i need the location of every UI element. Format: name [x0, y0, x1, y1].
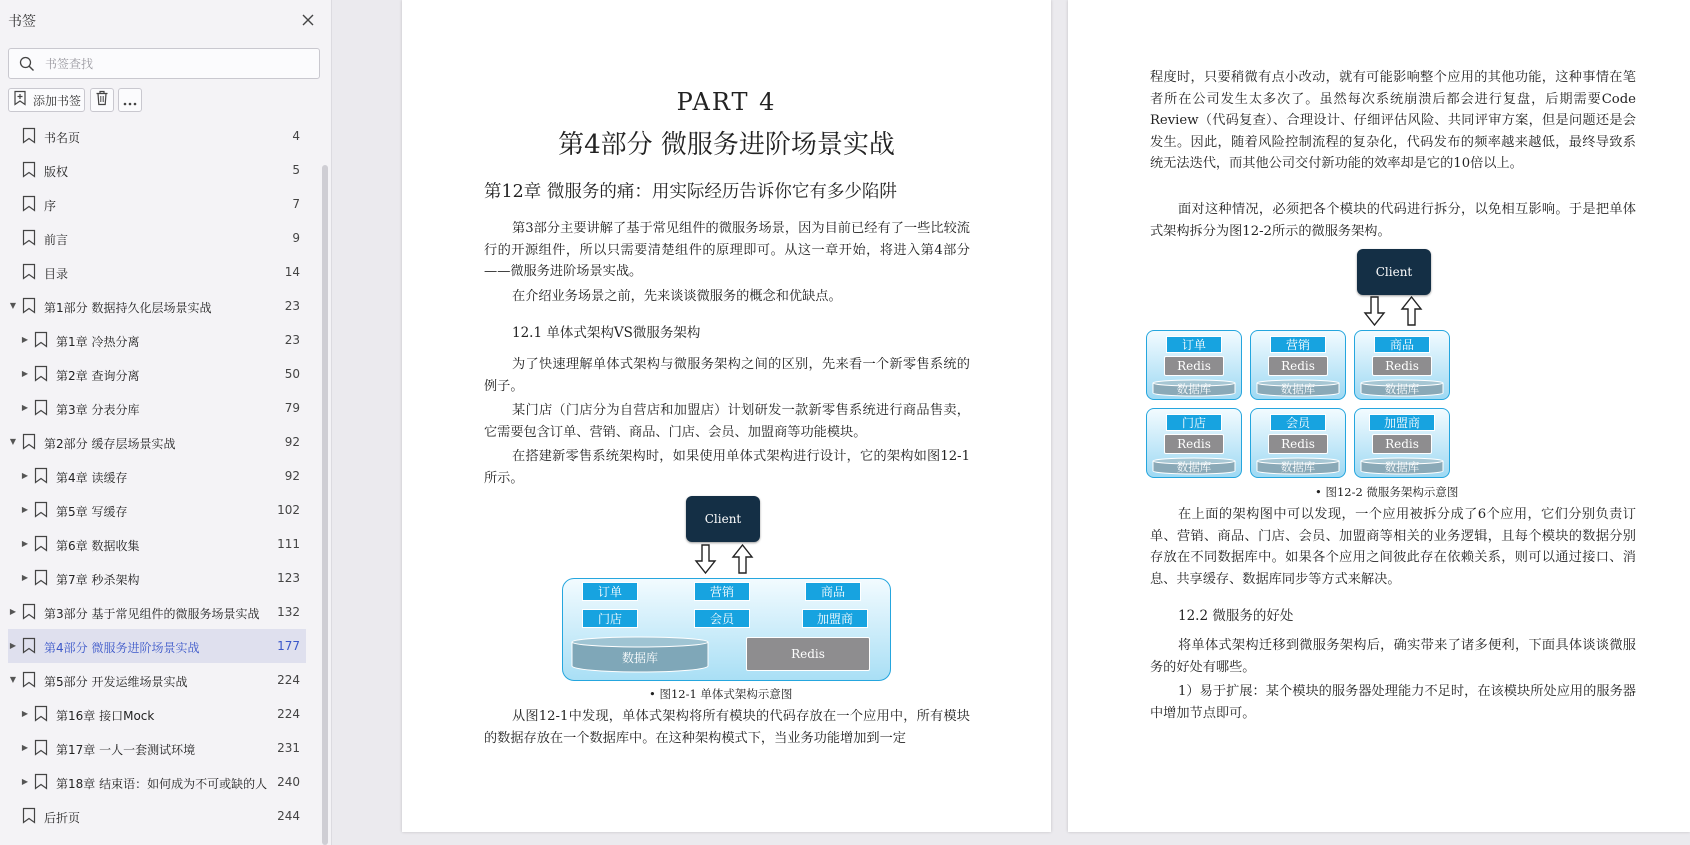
bookmark-label: 第7章 秒杀架构 — [56, 573, 140, 587]
bookmark-label: 第3章 分表分库 — [56, 403, 140, 417]
service-name-tag: 订单 — [1166, 336, 1222, 353]
bookmark-item[interactable] — [0, 799, 322, 833]
paragraph: 在上面的架构图中可以发现，一个应用被拆分成了6个应用，它们分别负责订单、营销、商品、门店、会员、加盟商等相关的业务逻辑，且每个模块的数据分别存放在不同数据库中。如果各个应用之间彼此存在依赖关系，则可以通过接口、消息、共享缓存、数据库同步等方式来解决。 — [1150, 507, 1636, 587]
bookmark-icon — [22, 637, 36, 654]
bookmark-page-number: 132 — [277, 605, 300, 619]
paragraph: 将单体式架构迁移到微服务架构后，确实带来了诸多便利，下面具体谈谈微服务的好处有哪些。 — [1150, 638, 1636, 675]
trash-icon — [95, 90, 109, 110]
search-icon — [19, 56, 35, 72]
bookmark-item[interactable] — [0, 255, 322, 289]
expand-arrow-right-icon[interactable]: ▶ — [21, 743, 29, 752]
paragraph: 为了快速理解单体式架构与微服务架构之间的区别，先来看一个新零售系统的例子。 — [484, 357, 970, 394]
bookmark-icon — [22, 807, 36, 824]
sidebar-scrollbar[interactable] — [322, 165, 328, 845]
bookmark-item[interactable] — [0, 323, 322, 357]
add-bookmark-button[interactable] — [8, 88, 85, 112]
document-page-right — [1068, 0, 1690, 832]
bookmark-page-number: 231 — [277, 741, 300, 755]
bookmark-item[interactable] — [0, 391, 322, 425]
section-heading: 12.2 微服务的好处 — [1178, 608, 1294, 624]
expand-arrow-right-icon[interactable]: ▶ — [21, 471, 29, 480]
bookmark-label: 目录 — [44, 267, 69, 281]
expand-arrow-right-icon[interactable]: ▶ — [9, 607, 17, 616]
bookmark-page-number: 9 — [292, 231, 300, 245]
more-icon — [123, 91, 137, 110]
bookmark-icon — [22, 263, 36, 280]
bookmark-item[interactable] — [0, 765, 322, 799]
bookmark-page-number: 7 — [292, 197, 300, 211]
bookmark-label: 第6章 数据收集 — [56, 539, 140, 553]
bookmark-item[interactable] — [0, 119, 322, 153]
redis-box: Redis — [746, 637, 870, 671]
bookmark-icon — [34, 705, 48, 722]
bookmark-label: 第18章 结束语：如何成为不可或缺的人 — [56, 777, 268, 791]
bookmark-item[interactable] — [0, 153, 322, 187]
bookmark-item[interactable] — [0, 459, 322, 493]
redis-box: Redis — [1268, 356, 1328, 376]
bookmark-panel — [0, 0, 332, 845]
request-arrows-icon — [1359, 295, 1429, 327]
panel-title: 书签 — [8, 14, 36, 30]
bookmark-page-number: 111 — [277, 537, 300, 551]
bookmark-icon — [34, 365, 48, 382]
database-label: 数据库 — [1384, 382, 1420, 396]
bookmark-item[interactable] — [0, 663, 322, 697]
module-tag: 加盟商 — [802, 609, 868, 628]
bookmark-page-number: 92 — [284, 435, 300, 449]
module-tag: 商品 — [805, 582, 861, 601]
bookmark-item[interactable] — [0, 731, 322, 765]
bookmark-page-number: 14 — [284, 265, 300, 279]
module-tag: 营销 — [694, 582, 750, 601]
client-box: Client — [686, 496, 760, 542]
service-name-tag: 会员 — [1270, 414, 1326, 431]
bookmark-page-number: 50 — [284, 367, 300, 381]
bookmark-item[interactable] — [0, 697, 322, 731]
redis-box: Redis — [1164, 356, 1224, 376]
bookmark-item[interactable] — [0, 187, 322, 221]
expand-arrow-right-icon[interactable]: ▶ — [21, 505, 29, 514]
database-label: 数据库 — [1384, 460, 1420, 474]
paragraph: 从图12-1中发现，单体式架构将所有模块的代码存放在一个应用中，所有模块的数据存放在一个数据库中。在这种架构模式下，当业务功能增加到一定 — [484, 709, 970, 746]
bookmark-icon — [22, 433, 36, 450]
section-heading: 12.1 单体式架构VS微服务架构 — [512, 325, 701, 341]
expand-arrow-right-icon[interactable]: ▶ — [21, 403, 29, 412]
bookmark-icon — [34, 739, 48, 756]
bookmark-page-number: 23 — [284, 333, 300, 347]
database-label: 数据库 — [1176, 382, 1212, 396]
more-options-button[interactable] — [118, 88, 142, 112]
bookmark-page-number: 92 — [284, 469, 300, 483]
part-title: PART 4 — [676, 88, 777, 116]
bookmark-page-number: 240 — [277, 775, 300, 789]
bookmark-item[interactable] — [0, 527, 322, 561]
bookmark-item[interactable] — [0, 493, 322, 527]
bookmark-icon — [34, 501, 48, 518]
bookmark-icon — [22, 127, 36, 144]
bookmark-page-number: 224 — [277, 673, 300, 687]
chapter-title: 第12章 微服务的痛：用实际经历告诉你它有多少陷阱 — [484, 182, 897, 202]
bookmark-icon — [22, 229, 36, 246]
add-bookmark-icon — [13, 90, 27, 110]
paragraph: 某门店（门店分为自营店和加盟店）计划研发一款新零售系统进行商品售卖，它需要包含订单、营销、商品、门店、会员、加盟商等功能模块。 — [484, 403, 970, 440]
redis-box: Redis — [1164, 434, 1224, 454]
request-arrows-icon — [688, 542, 758, 576]
part-subtitle: 第4部分 微服务进阶场景实战 — [558, 130, 895, 160]
paragraph: 程度时，只要稍微有点小改动，就有可能影响整个应用的其他功能，这种事情在笔者所在公司发生太多次了。虽然每次系统崩溃后都会进行复盘，后期需要Code Review（代码复查）、合理设计、仔细评估风险、共同评审方案，但是问题还是会发生。因此，随着风险控制流程的复杂化，代码发布的频率越来越低，最终导致系统无法迭代，而其他公司交付新功能的效率却是它的10倍以上。 — [1150, 70, 1636, 171]
database-label: 数据库 — [1280, 460, 1316, 474]
redis-box: Redis — [1372, 356, 1432, 376]
bookmark-item[interactable] — [0, 221, 322, 255]
expand-arrow-right-icon[interactable]: ▶ — [21, 777, 29, 786]
bookmark-label: 第5章 写缓存 — [56, 505, 128, 519]
paragraph: 在搭建新零售系统架构时，如果使用单体式架构进行设计，它的架构如图12-1所示。 — [484, 449, 970, 486]
bookmark-page-number: 4 — [292, 129, 300, 143]
bookmark-icon — [34, 569, 48, 586]
bookmark-list — [0, 119, 322, 833]
close-icon[interactable] — [298, 10, 318, 30]
bookmark-label: 第4部分 微服务进阶场景实战 — [44, 641, 200, 655]
bookmark-label: 版权 — [44, 165, 69, 179]
module-tag: 门店 — [582, 609, 638, 628]
document-page-left — [402, 0, 1051, 832]
bookmark-icon — [22, 297, 36, 314]
module-tag: 订单 — [582, 582, 638, 601]
bookmark-label: 第1部分 数据持久化层场景实战 — [44, 301, 212, 315]
expand-arrow-down-icon[interactable]: ▼ — [9, 437, 17, 446]
bookmark-icon — [34, 467, 48, 484]
bookmark-page-number: 79 — [284, 401, 300, 415]
bookmark-item[interactable] — [0, 561, 322, 595]
bookmark-icon — [34, 773, 48, 790]
service-name-tag: 商品 — [1374, 336, 1430, 353]
database-label: 数据库 — [1176, 460, 1212, 474]
figure-caption: • 图12-1 单体式架构示意图 — [649, 687, 793, 701]
database-label: 数据库 — [1280, 382, 1316, 396]
bookmark-label: 第17章 一人一套测试环境 — [56, 743, 196, 757]
bookmark-page-number: 102 — [277, 503, 300, 517]
bookmark-icon — [34, 331, 48, 348]
bookmark-icon — [34, 535, 48, 552]
expand-arrow-right-icon[interactable]: ▶ — [21, 709, 29, 718]
service-name-tag: 门店 — [1166, 414, 1222, 431]
bookmark-label: 第16章 接口Mock — [56, 709, 155, 723]
bookmark-page-number: 23 — [284, 299, 300, 313]
expand-arrow-right-icon[interactable]: ▶ — [21, 573, 29, 582]
expand-arrow-right-icon[interactable]: ▶ — [9, 641, 17, 650]
paragraph: 在介绍业务场景之前，先来谈谈微服务的概念和优缺点。 — [512, 289, 842, 304]
bookmark-label: 第3部分 基于常见组件的微服务场景实战 — [44, 607, 260, 621]
expand-arrow-right-icon[interactable]: ▶ — [21, 335, 29, 344]
bookmark-label: 第5部分 开发运维场景实战 — [44, 675, 188, 689]
database-label: 数据库 — [621, 650, 658, 665]
add-bookmark-label: 添加书签 — [33, 93, 82, 108]
bookmark-search-field[interactable] — [8, 48, 320, 79]
bookmark-label: 前言 — [44, 233, 69, 247]
expand-arrow-down-icon[interactable]: ▼ — [9, 301, 17, 310]
redis-box: Redis — [1268, 434, 1328, 454]
bookmark-page-number: 123 — [277, 571, 300, 585]
bookmark-page-number: 177 — [277, 639, 300, 653]
bookmark-search-input[interactable] — [45, 54, 305, 74]
bookmark-icon — [22, 671, 36, 688]
bookmark-item[interactable] — [0, 289, 322, 323]
service-name-tag: 加盟商 — [1369, 414, 1435, 431]
service-name-tag: 营销 — [1270, 336, 1326, 353]
bookmark-item[interactable] — [0, 357, 322, 391]
client-box: Client — [1357, 249, 1431, 295]
bookmark-label: 后折页 — [44, 811, 81, 825]
bookmark-icon — [22, 195, 36, 212]
expand-arrow-right-icon[interactable]: ▶ — [21, 369, 29, 378]
bookmark-page-number: 5 — [292, 163, 300, 177]
bookmark-page-number: 244 — [277, 809, 300, 823]
bookmark-item[interactable] — [8, 629, 306, 663]
figure-caption: • 图12-2 微服务架构示意图 — [1315, 485, 1459, 499]
paragraph: 第3部分主要讲解了基于常见组件的微服务场景，因为目前已经有了一些比较流行的开源组件，所以只需要清楚组件的原理即可。从这一章开始，将进入第4部分——微服务进阶场景实战。 — [484, 221, 970, 279]
bookmark-label: 第4章 读缓存 — [56, 471, 128, 485]
bookmark-icon — [22, 161, 36, 178]
bookmark-label: 第2部分 缓存层场景实战 — [44, 437, 176, 451]
expand-arrow-right-icon[interactable]: ▶ — [21, 539, 29, 548]
redis-box: Redis — [1372, 434, 1432, 454]
paragraph: 面对这种情况，必须把各个模块的代码进行拆分，以免相互影响。于是把单体式架构拆分为图12-2所示的微服务架构。 — [1150, 202, 1636, 239]
bookmark-item[interactable] — [0, 595, 322, 629]
bookmark-icon — [34, 399, 48, 416]
bookmark-item[interactable] — [0, 425, 322, 459]
bookmark-icon — [22, 603, 36, 620]
paragraph: 1）易于扩展：某个模块的服务器处理能力不足时，在该模块所处应用的服务器中增加节点即可。 — [1150, 684, 1636, 721]
bookmark-page-number: 224 — [277, 707, 300, 721]
module-tag: 会员 — [694, 609, 750, 628]
expand-arrow-down-icon[interactable]: ▼ — [9, 675, 17, 684]
bookmark-label: 序 — [44, 199, 57, 213]
bookmark-label: 第1章 冷热分离 — [56, 335, 140, 349]
delete-bookmark-button[interactable] — [90, 88, 114, 112]
bookmark-label: 第2章 查询分离 — [56, 369, 140, 383]
bookmark-label: 书名页 — [44, 131, 81, 145]
